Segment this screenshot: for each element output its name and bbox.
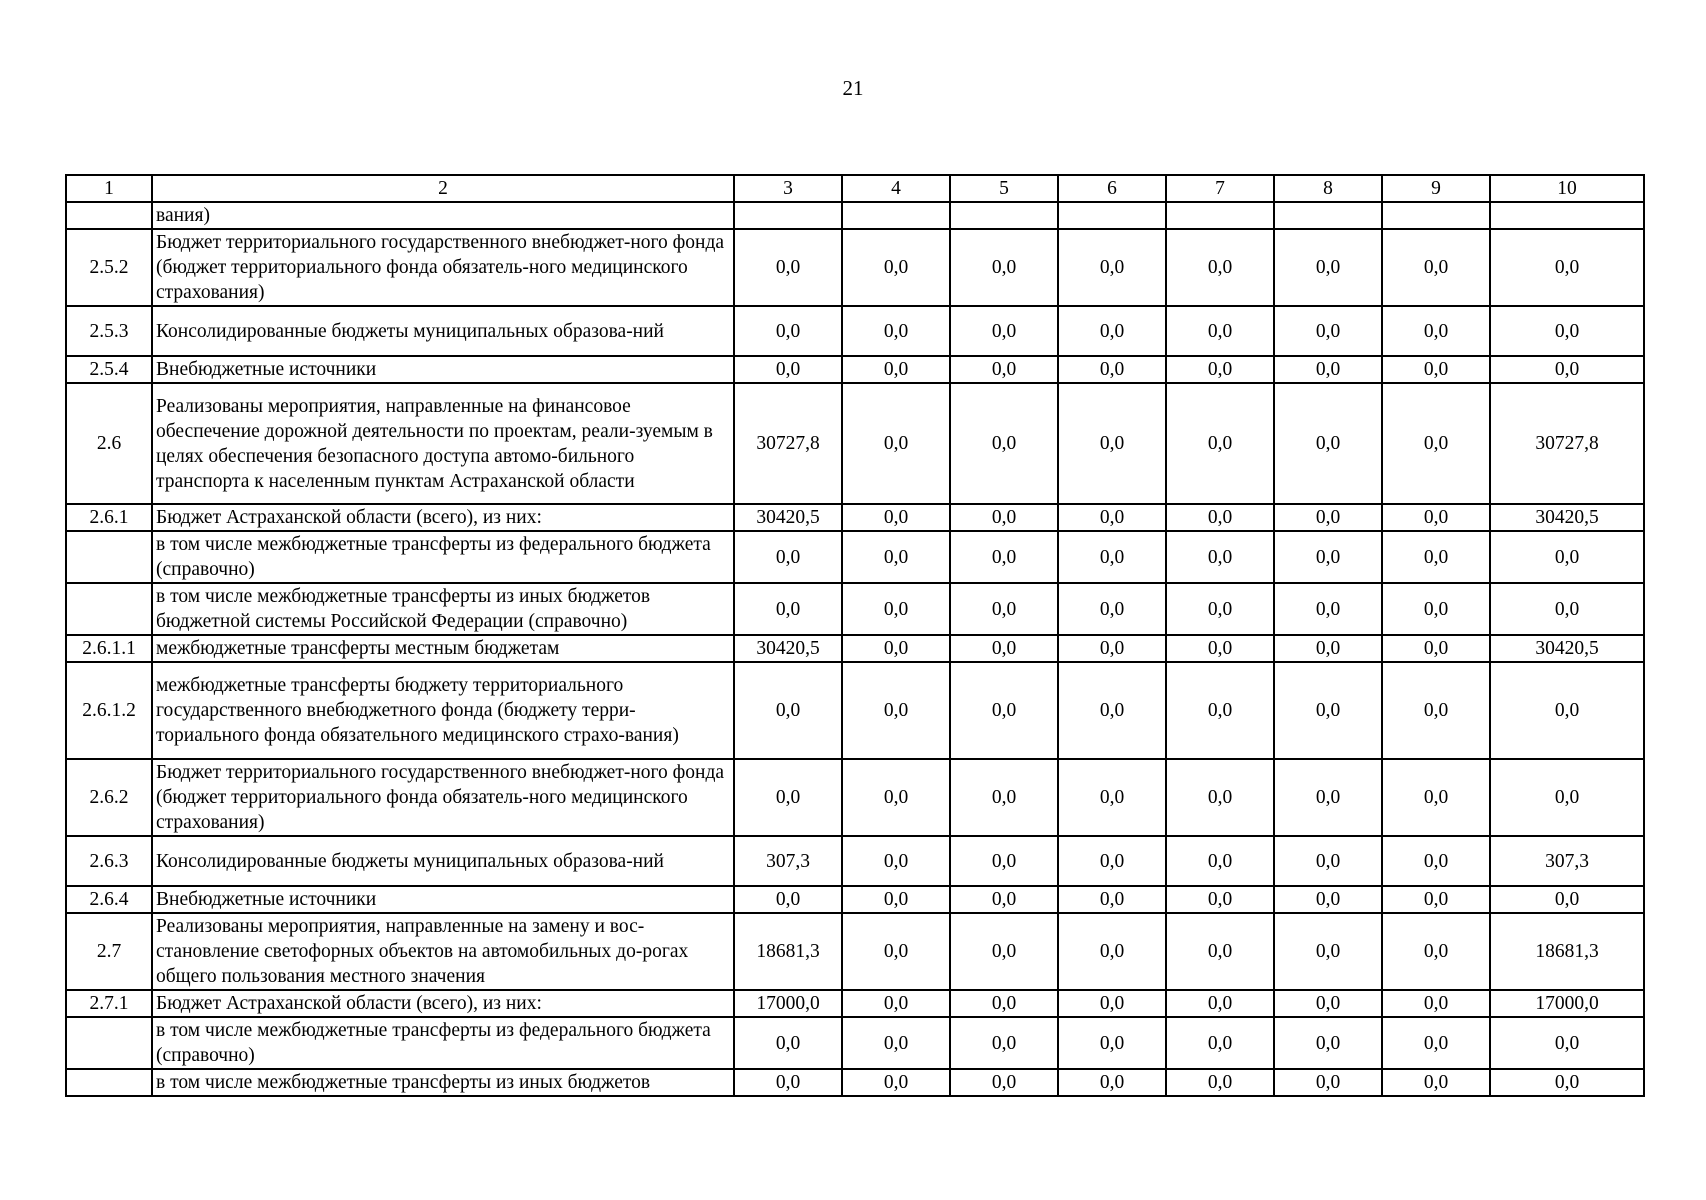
value-cell: 0,0 — [1166, 229, 1274, 306]
row-name: в том числе межбюджетные трансферты из федерального бюджета (справочно) — [152, 531, 734, 583]
value-cell: 0,0 — [1382, 356, 1490, 383]
value-cell: 0,0 — [1274, 531, 1382, 583]
row-code: 2.6 — [66, 383, 152, 504]
value-cell: 0,0 — [734, 356, 842, 383]
row-name: Бюджет территориального государственного внебюджет-ного фонда (бюджет территориального фонда обязатель-ного медицинского страхования) — [152, 759, 734, 836]
row-code: 2.6.2 — [66, 759, 152, 836]
value-cell: 0,0 — [1490, 759, 1644, 836]
value-cell: 0,0 — [842, 383, 950, 504]
column-header: 7 — [1166, 175, 1274, 202]
row-name: Бюджет Астраханской области (всего), из них: — [152, 504, 734, 531]
value-cell: 0,0 — [1274, 662, 1382, 759]
value-cell: 0,0 — [950, 583, 1058, 635]
page-number: 21 — [842, 76, 864, 100]
value-cell: 0,0 — [1058, 913, 1166, 990]
value-cell — [734, 202, 842, 229]
row-code: 2.6.1.2 — [66, 662, 152, 759]
value-cell: 0,0 — [1166, 990, 1274, 1017]
value-cell — [842, 202, 950, 229]
value-cell: 0,0 — [1382, 1017, 1490, 1069]
value-cell: 0,0 — [842, 836, 950, 886]
value-cell: 0,0 — [1382, 1069, 1490, 1096]
value-cell: 30420,5 — [734, 504, 842, 531]
budget-table — [65, 174, 1645, 1097]
value-cell: 0,0 — [1490, 1017, 1644, 1069]
value-cell: 0,0 — [842, 356, 950, 383]
value-cell: 0,0 — [1274, 990, 1382, 1017]
value-cell: 0,0 — [1274, 306, 1382, 356]
value-cell: 17000,0 — [734, 990, 842, 1017]
row-name: Бюджет территориального государственного внебюджет-ного фонда (бюджет территориального фонда обязатель-ного медицинского страхования) — [152, 229, 734, 306]
value-cell: 0,0 — [1490, 531, 1644, 583]
value-cell: 0,0 — [950, 306, 1058, 356]
value-cell: 0,0 — [842, 759, 950, 836]
value-cell: 0,0 — [1490, 229, 1644, 306]
row-code: 2.6.1 — [66, 504, 152, 531]
value-cell: 0,0 — [1490, 583, 1644, 635]
table-body — [66, 202, 1644, 1096]
value-cell: 0,0 — [950, 635, 1058, 662]
value-cell: 0,0 — [1058, 836, 1166, 886]
table-row — [66, 1069, 1644, 1096]
row-name: в том числе межбюджетные трансферты из федерального бюджета (справочно) — [152, 1017, 734, 1069]
value-cell: 0,0 — [1382, 583, 1490, 635]
value-cell: 0,0 — [734, 1017, 842, 1069]
value-cell: 0,0 — [1274, 383, 1382, 504]
value-cell: 0,0 — [1166, 504, 1274, 531]
table-row — [66, 1017, 1644, 1069]
value-cell: 0,0 — [734, 759, 842, 836]
value-cell: 0,0 — [950, 662, 1058, 759]
value-cell: 0,0 — [1166, 306, 1274, 356]
value-cell: 0,0 — [1166, 759, 1274, 836]
value-cell: 0,0 — [1058, 229, 1166, 306]
value-cell: 0,0 — [1274, 583, 1382, 635]
value-cell: 18681,3 — [1490, 913, 1644, 990]
value-cell: 0,0 — [1166, 913, 1274, 990]
value-cell: 0,0 — [734, 583, 842, 635]
value-cell: 0,0 — [842, 306, 950, 356]
value-cell — [950, 202, 1058, 229]
value-cell: 0,0 — [1166, 1069, 1274, 1096]
value-cell: 0,0 — [1382, 759, 1490, 836]
value-cell: 0,0 — [1382, 913, 1490, 990]
table-row — [66, 583, 1644, 635]
column-header: 2 — [152, 175, 734, 202]
value-cell: 0,0 — [842, 990, 950, 1017]
column-number-row — [66, 175, 1644, 202]
row-name: Внебюджетные источники — [152, 886, 734, 913]
value-cell: 0,0 — [1274, 229, 1382, 306]
value-cell: 0,0 — [950, 886, 1058, 913]
value-cell: 0,0 — [950, 504, 1058, 531]
value-cell: 0,0 — [950, 759, 1058, 836]
row-code: 2.6.1.1 — [66, 635, 152, 662]
table-row — [66, 229, 1644, 306]
table-row — [66, 306, 1644, 356]
value-cell: 0,0 — [1058, 759, 1166, 836]
value-cell: 0,0 — [1274, 504, 1382, 531]
value-cell: 0,0 — [1166, 662, 1274, 759]
value-cell: 0,0 — [1166, 531, 1274, 583]
value-cell: 0,0 — [734, 306, 842, 356]
value-cell: 0,0 — [1274, 836, 1382, 886]
table-row — [66, 759, 1644, 836]
row-name: Реализованы мероприятия, направленные на замену и вос-становление светофорных объектов на автомобильных до-рогах общего пользования местного значения — [152, 913, 734, 990]
value-cell: 0,0 — [734, 531, 842, 583]
value-cell: 0,0 — [1166, 1017, 1274, 1069]
value-cell: 0,0 — [1058, 662, 1166, 759]
value-cell: 0,0 — [1382, 531, 1490, 583]
table-row — [66, 504, 1644, 531]
row-name: в том числе межбюджетные трансферты из иных бюджетов бюджетной системы Российской Федерации (справочно) — [152, 583, 734, 635]
value-cell: 0,0 — [842, 504, 950, 531]
row-name: Реализованы мероприятия, направленные на финансовое обеспечение дорожной деятельности по проектам, реали-зуемым в целях обеспечения безопасного доступа автомо-бильного транспорта к населенным пунктам Астраханской области — [152, 383, 734, 504]
value-cell: 17000,0 — [1490, 990, 1644, 1017]
row-name: Внебюджетные источники — [152, 356, 734, 383]
value-cell: 0,0 — [1166, 583, 1274, 635]
value-cell — [1058, 202, 1166, 229]
value-cell — [1490, 202, 1644, 229]
table-row — [66, 836, 1644, 886]
column-header: 10 — [1490, 175, 1644, 202]
row-code — [66, 583, 152, 635]
value-cell: 30420,5 — [1490, 635, 1644, 662]
column-header: 1 — [66, 175, 152, 202]
row-code: 2.5.3 — [66, 306, 152, 356]
value-cell — [1382, 202, 1490, 229]
row-code: 2.6.4 — [66, 886, 152, 913]
value-cell: 0,0 — [1274, 1069, 1382, 1096]
value-cell — [1166, 202, 1274, 229]
value-cell: 0,0 — [950, 990, 1058, 1017]
value-cell: 0,0 — [1274, 759, 1382, 836]
value-cell: 0,0 — [842, 662, 950, 759]
row-code — [66, 1017, 152, 1069]
value-cell: 0,0 — [734, 229, 842, 306]
value-cell: 0,0 — [734, 886, 842, 913]
value-cell: 18681,3 — [734, 913, 842, 990]
column-header: 9 — [1382, 175, 1490, 202]
value-cell: 0,0 — [1166, 886, 1274, 913]
value-cell: 0,0 — [734, 1069, 842, 1096]
value-cell: 0,0 — [1382, 886, 1490, 913]
value-cell: 30727,8 — [1490, 383, 1644, 504]
value-cell: 0,0 — [950, 531, 1058, 583]
row-code: 2.6.3 — [66, 836, 152, 886]
table-row — [66, 662, 1644, 759]
value-cell: 0,0 — [1058, 306, 1166, 356]
value-cell: 0,0 — [950, 1017, 1058, 1069]
row-name: межбюджетные трансферты местным бюджетам — [152, 635, 734, 662]
value-cell: 0,0 — [842, 229, 950, 306]
value-cell: 0,0 — [1274, 356, 1382, 383]
value-cell: 0,0 — [1274, 913, 1382, 990]
row-name: Консолидированные бюджеты муниципальных образова-ний — [152, 306, 734, 356]
value-cell: 0,0 — [842, 1069, 950, 1096]
value-cell: 0,0 — [1166, 836, 1274, 886]
value-cell: 0,0 — [1058, 1017, 1166, 1069]
value-cell: 0,0 — [1166, 356, 1274, 383]
table-row — [66, 886, 1644, 913]
value-cell: 0,0 — [1274, 886, 1382, 913]
value-cell: 0,0 — [1382, 383, 1490, 504]
row-code: 2.5.2 — [66, 229, 152, 306]
value-cell: 0,0 — [842, 1017, 950, 1069]
value-cell: 30420,5 — [734, 635, 842, 662]
value-cell: 0,0 — [1058, 531, 1166, 583]
value-cell: 0,0 — [1166, 635, 1274, 662]
value-cell: 0,0 — [1058, 1069, 1166, 1096]
value-cell: 0,0 — [1490, 1069, 1644, 1096]
row-code — [66, 531, 152, 583]
value-cell: 0,0 — [1382, 504, 1490, 531]
column-header: 3 — [734, 175, 842, 202]
table-row — [66, 990, 1644, 1017]
value-cell — [1274, 202, 1382, 229]
row-name: Бюджет Астраханской области (всего), из них: — [152, 990, 734, 1017]
row-name: межбюджетные трансферты бюджету территориального государственного внебюджетного фонда (бюджету терри-ториального фонда обязательного медицинского страхо-вания) — [152, 662, 734, 759]
value-cell: 0,0 — [1382, 662, 1490, 759]
row-name: вания) — [152, 202, 734, 229]
value-cell: 0,0 — [1490, 662, 1644, 759]
value-cell: 0,0 — [734, 662, 842, 759]
column-header: 8 — [1274, 175, 1382, 202]
value-cell: 0,0 — [1058, 504, 1166, 531]
value-cell: 0,0 — [1058, 635, 1166, 662]
value-cell: 0,0 — [950, 383, 1058, 504]
value-cell: 0,0 — [1274, 1017, 1382, 1069]
value-cell: 0,0 — [842, 635, 950, 662]
value-cell: 0,0 — [842, 913, 950, 990]
row-code — [66, 202, 152, 229]
row-name: в том числе межбюджетные трансферты из иных бюджетов — [152, 1069, 734, 1096]
value-cell: 0,0 — [950, 356, 1058, 383]
value-cell: 0,0 — [1382, 229, 1490, 306]
table-row — [66, 383, 1644, 504]
value-cell: 30727,8 — [734, 383, 842, 504]
value-cell: 0,0 — [842, 583, 950, 635]
table-row — [66, 356, 1644, 383]
value-cell: 307,3 — [734, 836, 842, 886]
value-cell: 30420,5 — [1490, 504, 1644, 531]
value-cell: 0,0 — [1058, 886, 1166, 913]
value-cell: 0,0 — [950, 836, 1058, 886]
value-cell: 0,0 — [1382, 990, 1490, 1017]
table-row — [66, 531, 1644, 583]
value-cell: 307,3 — [1490, 836, 1644, 886]
row-code — [66, 1069, 152, 1096]
value-cell: 0,0 — [1382, 836, 1490, 886]
table-row — [66, 913, 1644, 990]
value-cell: 0,0 — [1058, 356, 1166, 383]
value-cell: 0,0 — [1382, 306, 1490, 356]
value-cell: 0,0 — [1058, 383, 1166, 504]
value-cell: 0,0 — [1490, 356, 1644, 383]
value-cell: 0,0 — [1274, 635, 1382, 662]
value-cell: 0,0 — [842, 886, 950, 913]
value-cell: 0,0 — [1058, 583, 1166, 635]
value-cell: 0,0 — [950, 229, 1058, 306]
value-cell: 0,0 — [1490, 886, 1644, 913]
row-code: 2.7 — [66, 913, 152, 990]
value-cell: 0,0 — [950, 1069, 1058, 1096]
value-cell: 0,0 — [1490, 306, 1644, 356]
value-cell: 0,0 — [1382, 635, 1490, 662]
row-code: 2.7.1 — [66, 990, 152, 1017]
row-code: 2.5.4 — [66, 356, 152, 383]
value-cell: 0,0 — [1166, 383, 1274, 504]
column-header: 6 — [1058, 175, 1166, 202]
value-cell: 0,0 — [842, 531, 950, 583]
value-cell: 0,0 — [950, 913, 1058, 990]
value-cell: 0,0 — [1058, 990, 1166, 1017]
column-header: 4 — [842, 175, 950, 202]
column-header: 5 — [950, 175, 1058, 202]
row-name: Консолидированные бюджеты муниципальных образова-ний — [152, 836, 734, 886]
table-row — [66, 202, 1644, 229]
table-row — [66, 635, 1644, 662]
